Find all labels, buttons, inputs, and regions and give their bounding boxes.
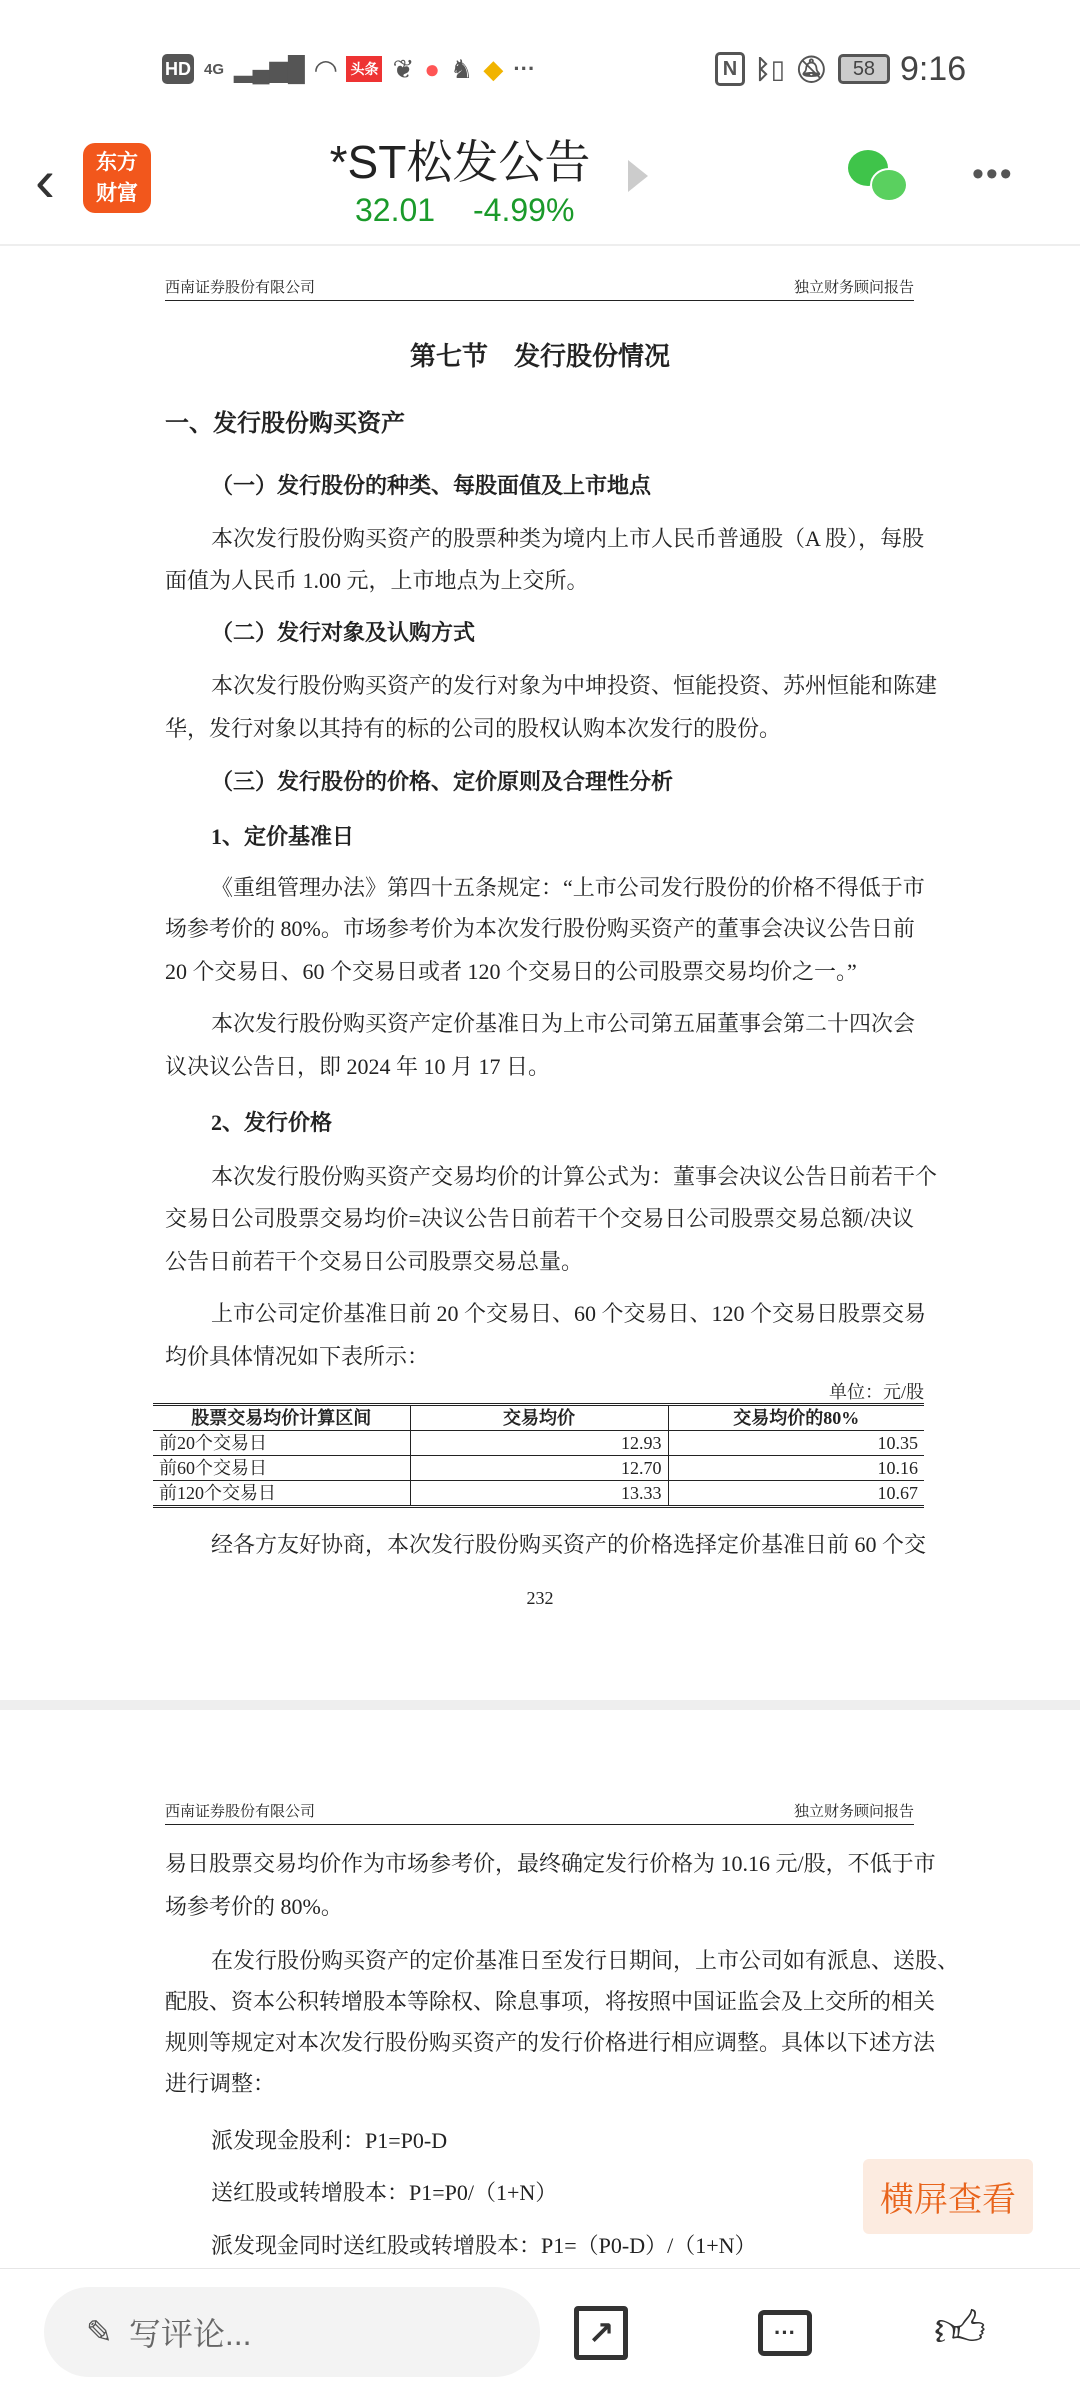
report-type: 独立财务顾问报告 bbox=[793, 1804, 914, 1820]
stock-price: 32.01 bbox=[355, 192, 436, 228]
text-line: 规则等规定对本次发行股份购买资产的发行价格进行相应调整。具体以下述方法 bbox=[165, 2030, 936, 2055]
comment-placeholder: 写评论... bbox=[128, 2316, 252, 2352]
share-icon[interactable]: ↗ bbox=[574, 2306, 628, 2360]
logo-text: 东方 bbox=[96, 151, 138, 174]
table-cell: 前120个交易日 bbox=[153, 1481, 410, 1507]
text-line: 华，发行对象以其持有的标的公司的股权认购本次发行的股份。 bbox=[165, 716, 782, 741]
text-line: 《重组管理办法》第四十五条规定：“上市公司发行股份的价格不得低于市 bbox=[211, 875, 925, 900]
divider bbox=[0, 244, 1080, 246]
table-cell: 10.67 bbox=[668, 1481, 924, 1507]
text-line: 公告日前若干个交易日公司股票交易总量。 bbox=[165, 1249, 584, 1274]
text-line: 均价具体情况如下表所示： bbox=[165, 1344, 430, 1369]
formula-line: 派发现金同时送红股或转增股本：P1=（P0-D）/（1+N） bbox=[211, 2233, 757, 2258]
table-row bbox=[153, 1481, 924, 1507]
company-name: 西南证券股份有限公司 bbox=[165, 280, 316, 296]
table-cell: 10.16 bbox=[668, 1456, 924, 1481]
more-options-button[interactable]: ••• bbox=[972, 155, 1014, 193]
subheading: 2、发行价格 bbox=[211, 1110, 333, 1135]
column-header: 交易均价 bbox=[410, 1405, 668, 1431]
landscape-view-button[interactable]: 横屏查看 bbox=[863, 2159, 1033, 2234]
pencil-icon: ✎ bbox=[86, 2314, 113, 2350]
table-header-row bbox=[153, 1405, 924, 1431]
page-separator bbox=[0, 1700, 1080, 1710]
table-cell: 前60个交易日 bbox=[153, 1456, 410, 1481]
toutiao-icon: 头条 bbox=[346, 56, 382, 82]
text-line: 场参考价的 80%。 bbox=[165, 1894, 343, 1919]
text-line: 本次发行股份购买资产的股票种类为境内上市人民币普通股（A 股），每股 bbox=[211, 526, 925, 551]
formula-line: 送红股或转增股本：P1=P0/（1+N） bbox=[211, 2180, 558, 2205]
signal-icon: ▂▄▆█ bbox=[234, 55, 305, 83]
text-line: 议决议公告日，即 2024 年 10 月 17 日。 bbox=[165, 1054, 551, 1079]
table-row bbox=[153, 1456, 924, 1481]
company-name: 西南证券股份有限公司 bbox=[165, 1804, 316, 1820]
unit-label: 单位：元/股 bbox=[828, 1382, 924, 1402]
app-icon: ❦ bbox=[392, 53, 415, 84]
subheading: 1、定价基准日 bbox=[211, 824, 355, 849]
text-line: 经各方友好协商，本次发行股份购买资产的价格选择定价基准日前 60 个交 bbox=[211, 1532, 927, 1557]
more-icon: ··· bbox=[513, 56, 536, 81]
table-cell: 12.70 bbox=[410, 1456, 668, 1481]
text-line: 上市公司定价基准日前 20 个交易日、60 个交易日、120 个交易日股票交易 bbox=[211, 1301, 927, 1326]
comment-input[interactable] bbox=[44, 2287, 540, 2377]
table-cell: 13.33 bbox=[410, 1481, 668, 1507]
text-line: 本次发行股份购买资产的发行对象为中坤投资、恒能投资、苏州恒能和陈建 bbox=[211, 673, 938, 698]
nfc-icon: N bbox=[715, 52, 745, 86]
logo-text: 财富 bbox=[96, 182, 138, 205]
page-number: 232 bbox=[526, 1588, 554, 1608]
app-icon: ◆ bbox=[483, 53, 504, 84]
bluetooth-icon: ᛒ▯ bbox=[755, 53, 785, 84]
text-line: 20 个交易日、60 个交易日或者 120 个交易日的公司股票交易均价之一。” bbox=[165, 959, 857, 984]
text-line: 在发行股份购买资产的定价基准日至发行日期间，上市公司如有派息、送股、 bbox=[211, 1948, 960, 1973]
text-line: 本次发行股份购买资产定价基准日为上市公司第五届董事会第二十四次会 bbox=[211, 1011, 916, 1036]
text-line: 本次发行股份购买资产交易均价的计算公式为：董事会决议公告日前若干个 bbox=[211, 1164, 938, 1189]
status-bar-right bbox=[715, 48, 966, 90]
price-table bbox=[153, 1403, 924, 1508]
page-header bbox=[165, 276, 914, 301]
stock-change: -4.99% bbox=[473, 192, 575, 228]
hd-icon: HD bbox=[162, 54, 194, 84]
text-line: 进行调整： bbox=[165, 2071, 276, 2096]
text-line: 易日股票交易均价作为市场参考价，最终确定发行价格为 10.16 元/股，不低于市 bbox=[165, 1851, 936, 1876]
next-arrow-icon[interactable] bbox=[628, 160, 648, 192]
app-icon: ♞ bbox=[450, 53, 474, 84]
table-row bbox=[153, 1431, 924, 1456]
page-title: *ST松发公告 bbox=[329, 136, 591, 188]
text-line: 交易日公司股票交易均价=决议公告日前若干个交易日公司股票交易总额/决议 bbox=[165, 1206, 914, 1231]
text-line: 配股、资本公积转增股本等除权、除息事项，将按照中国证监会及上交所的相关 bbox=[165, 1989, 936, 2014]
status-bar-left bbox=[162, 48, 545, 90]
like-icon[interactable]: 👍︎ bbox=[933, 2301, 987, 2357]
app-icon: ● bbox=[424, 53, 440, 84]
wifi-icon: ◠ bbox=[314, 53, 337, 85]
formula-line: 派发现金股利：P1=P0-D bbox=[211, 2128, 448, 2153]
column-header: 交易均价的80% bbox=[668, 1405, 924, 1431]
eastmoney-logo bbox=[83, 143, 151, 213]
heading: 一、发行股份购买资产 bbox=[165, 411, 405, 437]
text-line: 场参考价的 80%。市场参考价为本次发行股份购买资产的董事会决议公告日前 bbox=[165, 916, 915, 941]
subheading: （一）发行股份的种类、每股面值及上市地点 bbox=[211, 473, 652, 498]
table-cell: 前20个交易日 bbox=[153, 1431, 410, 1456]
mute-icon: 🔕︎ bbox=[794, 53, 828, 84]
table-cell: 10.35 bbox=[668, 1431, 924, 1456]
4g-signal-icon: 4G bbox=[204, 60, 225, 78]
report-type: 独立财务顾问报告 bbox=[793, 280, 914, 296]
column-header: 股票交易均价计算区间 bbox=[153, 1405, 410, 1431]
subheading: （二）发行对象及认购方式 bbox=[211, 620, 476, 645]
section-title: 第七节 发行股份情况 bbox=[409, 342, 670, 371]
wechat-share-icon[interactable] bbox=[848, 150, 910, 206]
subheading: （三）发行股份的价格、定价原则及合理性分析 bbox=[211, 769, 674, 794]
clock: 9:16 bbox=[899, 49, 967, 88]
page-header bbox=[165, 1800, 914, 1825]
battery-icon: 58 bbox=[838, 54, 890, 84]
text-line: 面值为人民币 1.00 元，上市地点为上交所。 bbox=[165, 568, 589, 593]
table-cell: 12.93 bbox=[410, 1431, 668, 1456]
back-button[interactable]: ‹ bbox=[35, 146, 55, 214]
comments-icon[interactable]: ··· bbox=[758, 2310, 812, 2356]
